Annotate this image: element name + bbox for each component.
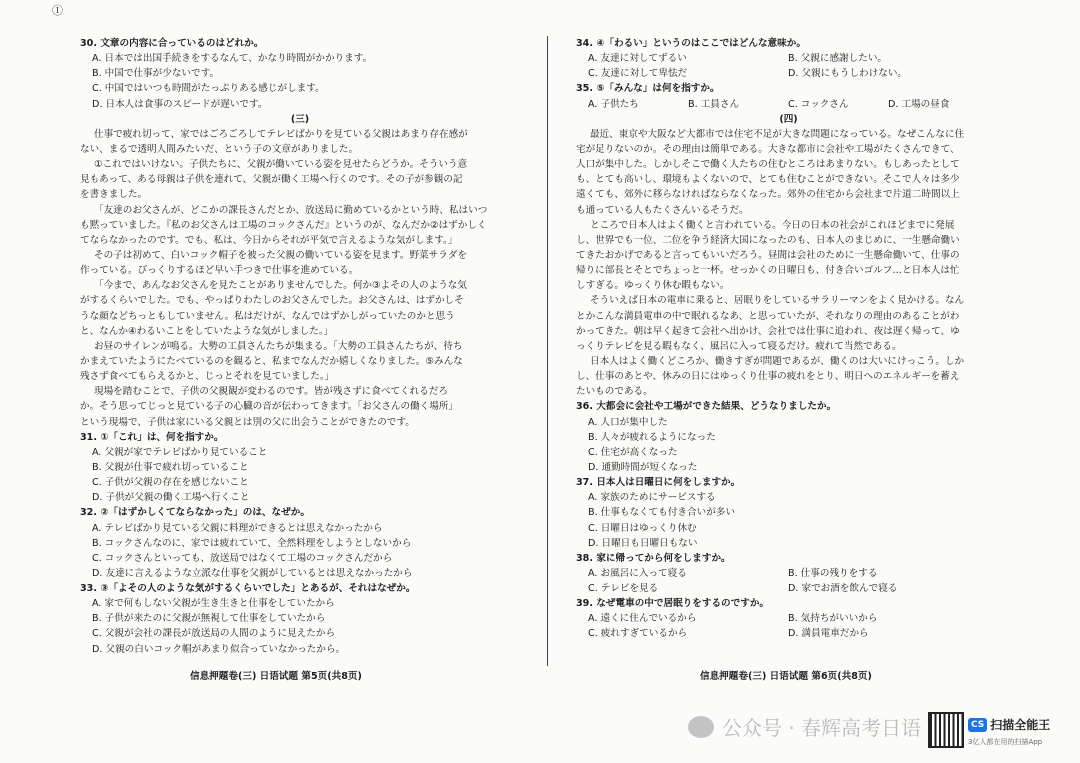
question-text: 32. ②「はずかしくてならなかった」のは、なぜか。 <box>80 507 310 519</box>
corner-mark: Ⓘ <box>52 4 63 17</box>
option-text: C. 疲れすぎているから <box>588 628 688 640</box>
option-text: D. 日本人は食事のスピードが遅いです。 <box>92 98 268 110</box>
option-text: C. 中国ではいつも時間がたっぷりある感じがします。 <box>92 83 325 95</box>
option-row <box>576 66 1001 81</box>
footer-right: 信息押題卷(三) 日语试题 第6页(共8页) <box>700 671 872 682</box>
passage-line: 帰りに部長とそとでちょっと一杯。せっかくの日曜日も、付き合いゴルフ…と日本人は忙 <box>576 265 960 277</box>
right-page <box>576 36 1001 642</box>
option-text: C. 友達に対して卑怯だ <box>588 68 688 80</box>
passage-line: 日本人はよく働くどころか、働きすぎが問題であるが、働くのは大いにけっこう。しか <box>590 355 965 367</box>
passage-line: たいものである。 <box>576 386 653 398</box>
option-text: B. 気持ちがいいから <box>788 613 878 625</box>
option-row <box>576 51 1001 66</box>
footer-left: 信息押題卷(三) 日语试题 第5页(共8页) <box>190 671 362 682</box>
option-text: A. お風呂に入って寝る <box>588 567 687 579</box>
option-text: D. 満員電車だから <box>788 628 869 640</box>
option-text: A. テレビばかり見ている父親に料理ができるとは思えなかったから <box>92 522 383 534</box>
passage-line: も、とても高いし、環境もよくないので、とても住むことができない。そこで人々は多少 <box>576 174 960 186</box>
cs-logo: CS <box>968 718 987 732</box>
question-text: 37. 日本人は日曜日に何をしますか。 <box>576 477 741 489</box>
option-text: A. 人口が集中した <box>588 416 668 428</box>
option-text: B. 父親に感謝したい。 <box>788 53 888 65</box>
passage-line: うな顔などちっともしていません。私はだけが、なんではずかしがっていたのかと思う <box>80 310 455 322</box>
passage-line: し、仕事のあとや、休みの日にはゆっくり仕事の疲れをとり、明日へのエネルギーを蓄え <box>576 371 960 383</box>
passage-line: 「友達のお父さんが、どこかの課長さんだとか、放送局に勤めているかという時、私はいつ <box>94 204 488 216</box>
option-row <box>576 566 1001 581</box>
passage-line: 見もあって、ある母親は子供を連れて、父親が働く工場へ行くのです。その子が参観の記 <box>80 174 463 186</box>
passage-line: 遠くても、郊外に移らなければならなくなった。郊外の住宅から会社まで片道二時間以上 <box>576 189 960 201</box>
option-text: C. 父親が会社の課長が放送局の人間のように見えたから <box>92 628 336 640</box>
qr-code <box>928 712 964 748</box>
question-text: 35. ⑤「みんな」は何を指すか。 <box>576 83 720 95</box>
passage-line: てならなかったのです。でも、私は、今日からそれが平気で言えるような気がします。」 <box>80 234 458 246</box>
section-heading: (三) <box>290 113 310 125</box>
option-text: C. コックさん <box>788 98 849 110</box>
passage-line: かまえていたようにたべているのを観ると、私までなんだか嬉しくなりました。⑤みんな <box>80 355 463 367</box>
option-text: A. 遠くに住んでいるから <box>588 613 697 625</box>
option-text: B. 仕事の残りをする <box>788 567 878 579</box>
passage-line: 人口が集中した。しかしそこで働く人たちの住むところはあまりない。もしあったとして <box>576 159 960 171</box>
passage-line: っくりテレビを見る暇もなく、風呂に入って寝るだけ。疲れて当然である。 <box>576 340 902 352</box>
passage-line: と、なんか④わるいことをしていたような気がしました。」 <box>80 325 334 337</box>
passage-line: 残さず食べてもらえるかと、じっとそれを見ていました。」 <box>80 371 335 383</box>
option-row <box>576 581 1001 596</box>
passage-line: そういえば日本の電車に乗ると、居眠りをしているサラリーマンをよく見かける。なん <box>590 295 965 307</box>
passage-line: も通っている人もたくさんいるそうだ。 <box>576 204 749 216</box>
scanner-subtitle: 3亿人都在用的扫描App <box>968 738 1043 746</box>
option-text: B. 工員さん <box>688 98 740 110</box>
passage-line: し、世界でも一位、二位を争う経済大国になったのも、日本人のまじめに、一生懸命働い <box>576 234 960 246</box>
left-page <box>80 36 520 657</box>
option-text: C. 子供が父親の存在を感じないこと <box>92 477 249 489</box>
passage-line: 「今まで、あんなお父さんを見たことがありませんでした。何か③よその人のような気 <box>94 280 467 292</box>
passage-line: 現場を踏むことで、子供の父親観が変わるのです。皆が残さずに食べてくれるだろ <box>94 386 449 398</box>
option-text: D. 家でお酒を飲んで寝る <box>788 583 898 595</box>
passage-line: お昼のサイレンが鳴る。大勢の工員さんたちが集まる。「大勢の工員さんたちが、待ち <box>94 340 463 352</box>
passage-line: も黙っていました。『私のお父さんは工場のコックさんだ』というのが、なんだか②はずかしく <box>80 219 487 231</box>
option-text: D. 父親にもうしわけない。 <box>788 68 908 80</box>
question-text: 30. 文章の内容に合っているのはどれか。 <box>80 38 264 49</box>
passage-line: ない、まるで透明人間みたいだ、という子の文章がありました。 <box>80 143 359 155</box>
option-text: D. 子供が父親の働く工場へ行くこと <box>92 492 250 504</box>
scanner-badge <box>968 716 1050 733</box>
option-text: A. 友達に対してずるい <box>588 53 687 65</box>
passage-line: ところで日本人はよく働くと言われている。今日の日本の社会がこれほどまでに発展 <box>590 219 955 231</box>
wechat-icon <box>688 716 714 738</box>
question-text: 31. ①「これ」は、何を指すか。 <box>80 431 224 443</box>
question-text: 33. ③「よその人のような気がするくらいでした」とあるが、それはなぜか。 <box>80 583 416 595</box>
option-text: B. コックさんなのに、家では疲れていて、全然料理をしようとしないから <box>92 537 412 549</box>
passage-line: とかこんな満員電車の中で眠れるなあ、と思っていたが、それなりの理由のあることがわ <box>576 310 960 322</box>
passage-line: がするくらいでした。でも、やっぱりわたしのお父さんでした。お父さんは、はずかしそ <box>80 295 464 307</box>
watermark <box>688 712 921 741</box>
option-text: B. 人々が疲れるようになった <box>588 431 716 443</box>
passage-line: その子は初めて、白いコック帽子を被った父親の働いている姿を見ます。野菜サラダを <box>94 249 467 261</box>
option-text: A. 家で何もしない父親が生き生きと仕事をしていたから <box>92 598 335 610</box>
question-text: 34. ④「わるい」というのはここではどんな意味か。 <box>576 38 806 49</box>
passage-line: 最近、東京や大阪など大都市では住宅不足が大きな問題になっている。なぜこんなに住 <box>590 128 965 140</box>
option-text: D. 工場の昼食 <box>888 98 950 110</box>
option-row <box>576 626 1001 641</box>
question-text: 39. なぜ電車の中で居眠りをするのですか。 <box>576 598 770 610</box>
question-text: 36. 大都会に会社や工場ができた結果、どうなりましたか。 <box>576 401 837 413</box>
option-text: B. 中国で仕事が少ないです。 <box>92 68 220 80</box>
option-text: B. 仕事もなくても付き合いが多い <box>588 507 735 519</box>
option-row <box>576 611 1001 626</box>
passage-line: 仕事で疲れ切って、家ではごろごろしてテレビばかりを見ている父親はあまり存在感が <box>94 128 468 140</box>
scanner-name: 扫描全能王 <box>990 718 1051 732</box>
passage-line: か。そう思ってじっと見ている子の心臓の音が伝わってきます。「お父さんの働く場所」 <box>80 401 459 413</box>
option-text: C. コックさんといっても、放送局ではなくて工場のコックさんだから <box>92 552 393 564</box>
option-text: A. 父親が家でテレビばかり見ていること <box>92 446 268 458</box>
option-text: B. 父親が仕事で疲れ切っていること <box>92 461 249 473</box>
question-text: 38. 家に帰ってから何をしますか。 <box>576 552 731 564</box>
watermark-text: 公众号 · 春辉高考日语 <box>722 716 922 740</box>
option-text: D. 友達に言えるような立派な仕事を父親がしているとは思えなかったから <box>92 567 413 579</box>
option-text: C. 住宅が高くなった <box>588 446 678 458</box>
option-text: C. テレビを見る <box>588 583 659 595</box>
passage-line: てきたおかげであると言ってもいいだろう。昼間は会社のために一生懸命働いて、仕事の <box>576 249 960 261</box>
section-heading: (四) <box>779 113 798 125</box>
passage-line: かってきた。朝は早く起きて会社へ出かけ、会社では仕事に追われ、夜は遅く帰って、ゆ <box>576 325 960 337</box>
option-row <box>576 97 1001 112</box>
option-text: D. 日曜日も日曜日もない <box>588 537 698 549</box>
option-text: C. 日曜日はゆっくり休む <box>588 522 697 534</box>
option-text: D. 父親の白いコック帽があまり似合っていなかったから。 <box>92 643 346 655</box>
option-text: A. 日本では出国手続きをするなんて、かなり時間がかかります。 <box>92 53 373 65</box>
passage-line: 作っている。びっくりするほど早い手つきで仕事を進めている。 <box>80 265 359 277</box>
option-text: B. 子供が来たのに父親が無視して仕事をしていたから <box>92 613 326 625</box>
passage-line: という現場で、子供は家にいる父親とは別の父に出会うことができたのです。 <box>80 416 415 428</box>
passage-line: を書きました。 <box>80 189 148 201</box>
option-text: A. 子供たち <box>588 98 639 110</box>
option-text: D. 通勤時間が短くなった <box>588 461 698 473</box>
option-text: A. 家族のためにサービスする <box>588 492 716 504</box>
passage-line: ①これではいけない。子供たちに、父親が働いている姿を見せたらどうか。そういう意 <box>94 159 468 171</box>
passage-line: 宅が足りないのか。その理由は簡単である。大きな都市に会社や工場がたくさんできて、 <box>576 143 960 155</box>
passage-line: しすぎる。ゆっくり休む暇もない。 <box>576 280 730 292</box>
page-divider <box>547 36 548 666</box>
